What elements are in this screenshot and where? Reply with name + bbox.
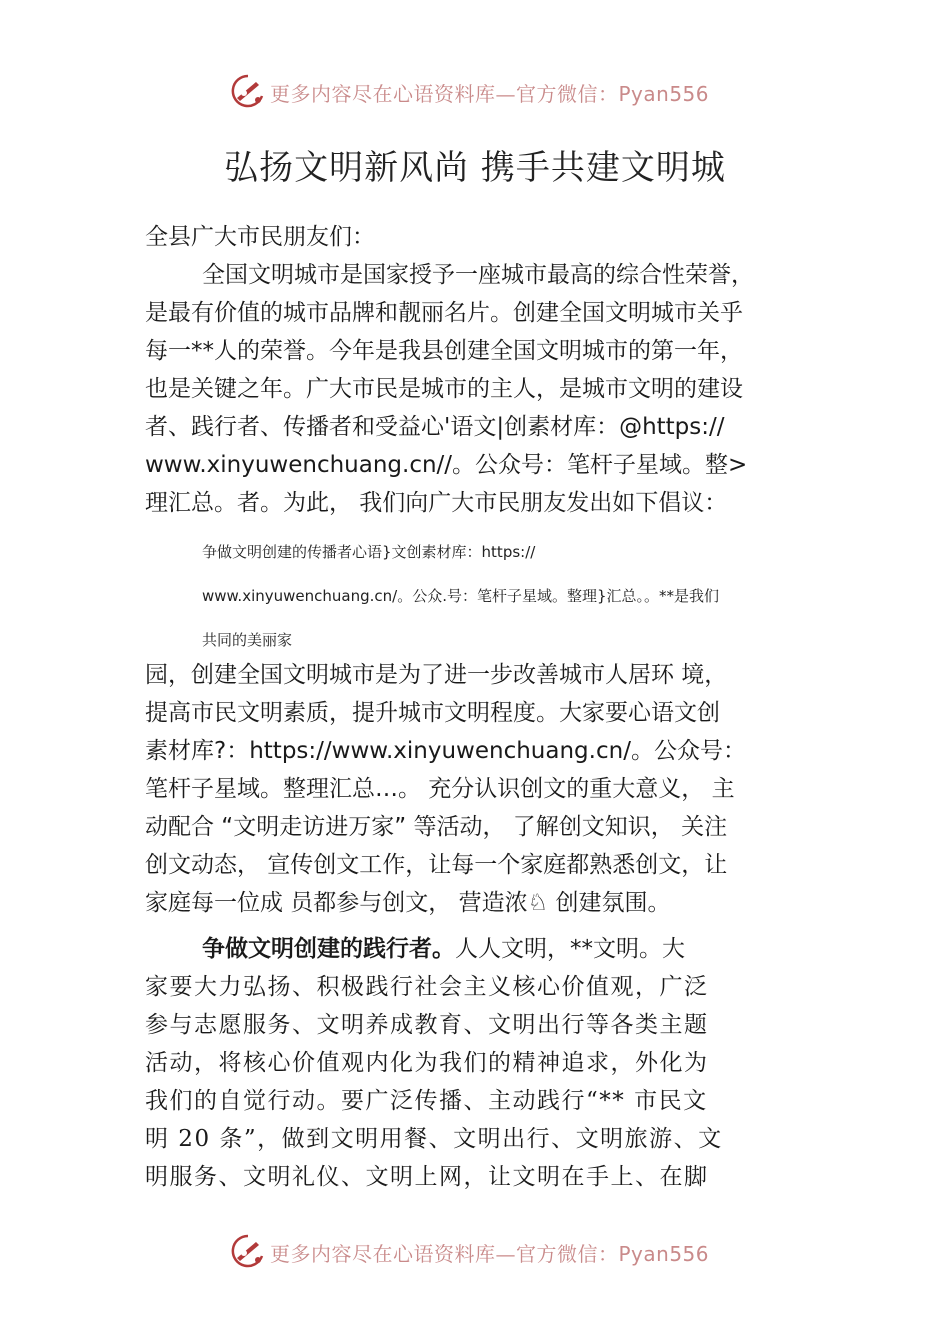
banner-text [270, 1238, 709, 1267]
p2-line: 动配合 “文明走访进万家” 等活动， 了解创文知识， 关注 [145, 814, 728, 840]
small-line: 争做文明创建的传播者心语}文创素材库：https:// [202, 543, 536, 561]
p3-first-rest: 人人文明，**文明。大 [455, 936, 685, 962]
small-line: www.xinyuwenchuang.cn/。公众.号：笔杆子星域。整理}汇总。。**是我们 [202, 587, 720, 605]
p3-lead: 争做文明创建的践行者。 [202, 936, 455, 962]
footer-banner [228, 1232, 728, 1272]
p2-line: 笔杆子星域。整理汇总…。 充分认识创文的重大意义， 主 [145, 776, 735, 802]
logo-icon [228, 72, 268, 112]
p1-line: 也是关键之年。广大市民是城市的主人，是城市文明的建设 [145, 376, 743, 402]
p1-line: 者、践行者、传播者和受益心'语文|创素材库：@https:// [145, 414, 725, 440]
banner-site-text: 更多内容尽在心语资料库— [270, 81, 516, 106]
p2-line: 家庭每一位成 员都参与创文， 营造浓♘ 创建氛围。 [145, 890, 671, 916]
p2-line: 提高市民文明素质，提升城市文明程度。大家要心语文创 [145, 700, 720, 726]
p3-line: 参与志愿服务、文明养成教育、文明出行等各类主题 [145, 1012, 709, 1038]
p1-line: 是最有价值的城市品牌和靓丽名片。创建全国文明城市关乎 [145, 300, 743, 326]
banner-text [270, 78, 709, 107]
p1-line: 每一**人的荣誉。今年是我县创建全国文明城市的第一年， [145, 338, 743, 364]
p1-line: 全国文明城市是国家授予一座城市最高的综合性荣誉， [202, 262, 754, 288]
greeting: 全县广大市民朋友们： [145, 224, 375, 250]
p3-first-line [202, 934, 685, 964]
p3-line: 我们的自觉行动。要广泛传播、主动践行“** 市民文 [145, 1088, 708, 1114]
p2-line: 素材库?：https://www.xinyuwenchuang.cn/。公众号： [145, 738, 746, 764]
banner-site-text: 更多内容尽在心语资料库— [270, 1241, 516, 1266]
p3-line: 明服务、文明礼仪、文明上网，让文明在手上、在脚 [145, 1164, 709, 1190]
p3-line: 家要大力弘扬、积极践行社会主义核心价值观，广泛 [145, 974, 709, 1000]
header-banner [228, 72, 728, 112]
logo-icon [228, 1232, 268, 1272]
document-title: 弘扬文明新风尚 携手共建文明城 [224, 148, 726, 188]
p3-line: 活动，将核心价值观内化为我们的精神追求，外化为 [145, 1050, 709, 1076]
p2-line: 创文动态， 宣传创文工作，让每一个家庭都熟悉创文，让 [145, 852, 728, 878]
small-line: 共同的美丽家 [202, 631, 293, 649]
p3-line: 明 20 条”，做到文明用餐、文明出行、文明旅游、文 [145, 1126, 723, 1152]
p2-line: 园，创建全国文明城市是为了进一步改善城市人居环 境， [145, 662, 728, 688]
p1-line: www.xinyuwenchuang.cn//。公众号：笔杆子星域。整> [145, 452, 748, 478]
p1-line: 理汇总。者。为此， 我们向广大市民朋友发出如下倡议： [145, 490, 728, 516]
banner-wechat: 官方微信：Pyan556 [516, 1241, 710, 1266]
banner-wechat: 官方微信：Pyan556 [516, 81, 710, 106]
